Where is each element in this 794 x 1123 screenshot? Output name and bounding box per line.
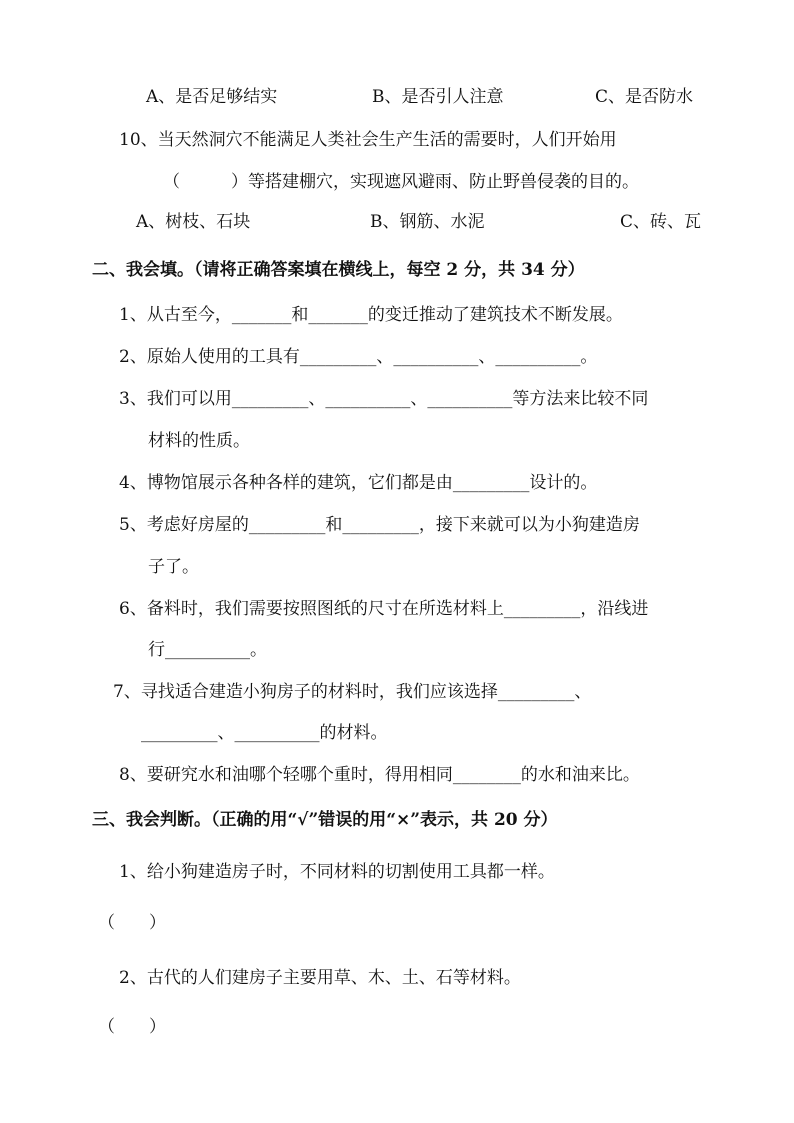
fill-item-3: 3、我们可以用_________、__________、__________等方法来比较不同 bbox=[119, 389, 649, 409]
q9-option-c: C、是否防水 bbox=[595, 87, 694, 107]
judge-item-1-answer: （ ） bbox=[98, 913, 166, 933]
q9-option-a: A、是否足够结实 bbox=[146, 87, 278, 107]
fill-item-3-cont: 材料的性质。 bbox=[148, 431, 250, 451]
fill-item-8: 8、要研究水和油哪个轻哪个重时，得用相同________的水和油来比。 bbox=[119, 765, 640, 785]
q10-option-a: A、树枝、石块 bbox=[136, 212, 251, 232]
fill-item-7-cont: _________、__________的材料。 bbox=[141, 723, 388, 743]
judge-item-2-answer: （ ） bbox=[98, 1017, 166, 1037]
q10-line-2: （ ）等搭建棚穴，实现遮风避雨、防止野兽侵袭的目的。 bbox=[163, 172, 639, 192]
q10-option-c: C、砖、瓦 bbox=[620, 212, 702, 232]
q10-line-1: 10、当天然洞穴不能满足人类社会生产生活的需要时，人们开始用 bbox=[119, 130, 617, 150]
fill-item-5-cont: 子了。 bbox=[148, 557, 199, 577]
fill-item-2: 2、原始人使用的工具有_________、__________、__________。 bbox=[119, 347, 598, 367]
q10-option-b: B、钢筋、水泥 bbox=[370, 212, 485, 232]
judge-item-1: 1、给小狗建造房子时，不同材料的切割使用工具都一样。 bbox=[119, 862, 555, 882]
q9-option-b: B、是否引人注意 bbox=[372, 87, 504, 107]
fill-item-4: 4、博物馆展示各种各样的建筑，它们都是由_________设计的。 bbox=[119, 473, 598, 493]
fill-item-6: 6、备料时，我们需要按照图纸的尺寸在所选材料上_________，沿线进 bbox=[119, 599, 649, 619]
section-3-heading: 三、我会判断。（正确的用“√”错误的用“×”表示，共 20 分） bbox=[92, 810, 558, 830]
fill-item-1: 1、从古至今，_______和_______的变迁推动了建筑技术不断发展。 bbox=[119, 305, 623, 325]
judge-item-2: 2、古代的人们建房子主要用草、木、土、石等材料。 bbox=[119, 968, 521, 988]
section-2-heading: 二、我会填。（请将正确答案填在横线上，每空 2 分，共 34 分） bbox=[92, 260, 585, 280]
fill-item-5: 5、考虑好房屋的_________和_________，接下来就可以为小狗建造房 bbox=[119, 515, 640, 535]
fill-item-7: 7、寻找适合建造小狗房子的材料时，我们应该选择_________、 bbox=[113, 682, 592, 702]
fill-item-6-cont: 行__________。 bbox=[148, 640, 267, 660]
